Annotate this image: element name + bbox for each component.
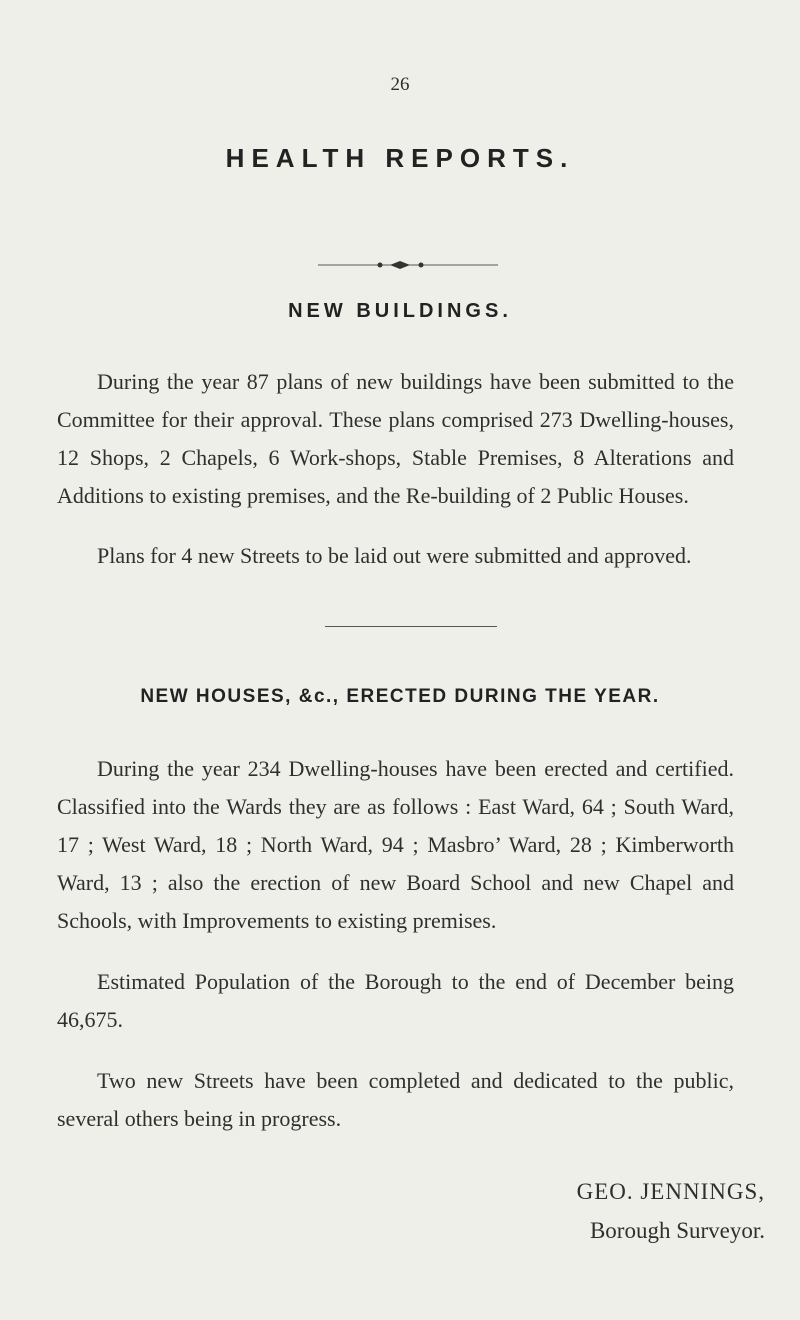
paragraph-streets-completed: Two new Streets have been completed and dedicated to the public, several others being in progress. bbox=[57, 1068, 734, 1131]
paragraph-new-streets-plans: Plans for 4 new Streets to be laid out were submitted and approved. bbox=[97, 543, 692, 568]
section-heading-new-buildings: NEW BUILDINGS. bbox=[288, 300, 512, 322]
paragraph-houses-erected: During the year 234 Dwelling-houses have been erected and certified. Classified into the Wards they are as follows : East Ward, 64 ; South Ward, 17 ; West Ward, 18 ; North Ward, 94 ; Masbro’ Ward, 28 ; Kimberworth Ward, 13 ; also the erection of new Board School and new Chapel and Schools, with Improvements to existing premises. bbox=[57, 756, 734, 933]
page-number: 26 bbox=[390, 74, 410, 95]
signature-name: GEO. JENNINGS, bbox=[576, 1179, 765, 1204]
section-heading-new-houses: NEW HOUSES, &c., ERECTED DURING THE YEAR. bbox=[140, 686, 660, 707]
section-divider bbox=[325, 626, 497, 627]
page-title: HEALTH REPORTS. bbox=[225, 143, 575, 173]
paragraph-population: Estimated Population of the Borough to the end of December being 46,675. bbox=[57, 969, 734, 1032]
paragraph-new-buildings-plans: During the year 87 plans of new buildings have been submitted to the Committee for their approval. These plans comprised 273 Dwelling-houses, 12 Shops, 2 Chapels, 6 Work-shops, Stable Premises, 8 Alterations and Additions to existing premises, and the Re-building of 2 Public Houses. bbox=[57, 369, 734, 508]
signature-role: Borough Surveyor. bbox=[589, 1218, 765, 1243]
ornament-divider-icon bbox=[318, 260, 498, 270]
